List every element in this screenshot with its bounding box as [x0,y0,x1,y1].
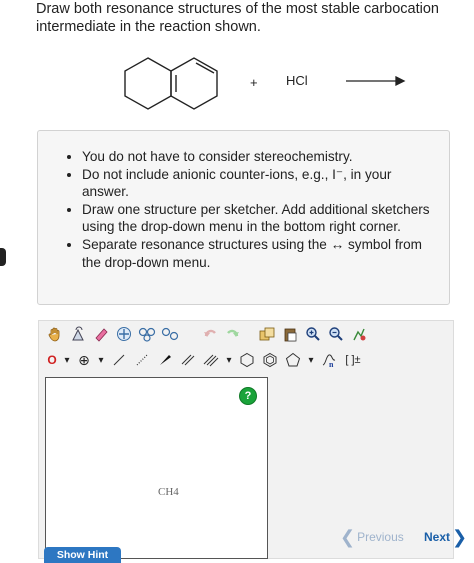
chevron-left-icon: ❮ [340,527,356,547]
undo-icon[interactable] [200,324,220,344]
copy-icon[interactable] [257,324,277,344]
toolbar-row-2 [45,349,364,371]
triple-bond-icon[interactable] [201,350,221,370]
chain-tool-icon[interactable] [319,350,339,370]
wedge-bond-icon[interactable] [155,350,175,370]
previous-button[interactable] [340,527,404,547]
hashed-bond-icon[interactable] [132,350,152,370]
placeholder-molecule: CH4 [158,486,179,498]
charge-dropdown-chevron-down-icon[interactable]: ▾ [98,354,104,366]
left-edge-marker [0,248,6,266]
single-bond-icon[interactable] [109,350,129,370]
cyclohexane-ring-icon[interactable] [237,350,257,370]
double-bond-icon[interactable] [178,350,198,370]
flip-icon[interactable] [160,324,180,344]
eraser-icon[interactable] [91,324,111,344]
charge-plus-button[interactable]: ⊕ [78,351,90,368]
instruction-item: • Do not include anionic counter-ions, e.g., I⁻, in your answer. [82,166,433,201]
instruction-item: • You do not have to consider stereochemistry. [82,148,433,166]
molecule-sketcher [38,320,454,559]
help-button[interactable]: ? [239,387,257,405]
zoom-in-icon[interactable] [303,324,323,344]
next-button[interactable] [424,527,468,547]
rotate-group-icon[interactable] [137,324,157,344]
toolbar-spacer [246,324,254,344]
atom-dropdown-chevron-down-icon[interactable]: ▾ [64,354,70,366]
instruction-item: • Draw one structure per sketcher. Add additional sketchers using the drop-down menu in the bottom right corner. [82,201,433,236]
move-icon[interactable] [114,324,134,344]
lasso-select-icon[interactable] [68,324,88,344]
cyclopentane-ring-icon[interactable] [283,350,303,370]
chevron-right-icon: ❯ [452,527,468,547]
question-text: Draw both resonance structures of the most stable carbocation intermediate in the reaction shown. [36,1,439,35]
toolbar-row-1 [45,323,369,345]
instruction-item: • Separate resonance structures using the ↔ symbol from the drop-down menu. [82,236,433,271]
plus-sign: + [250,75,258,90]
octahydronaphthalene-structure [125,58,217,109]
reaction-scheme [0,0,474,130]
svg-text:n: n [329,360,334,368]
next-label: Next [424,530,451,544]
redo-icon[interactable] [223,324,243,344]
toolbar-spacer [183,324,197,344]
previous-label: Previous [357,530,404,544]
paste-icon[interactable] [280,324,300,344]
bond-dropdown-chevron-down-icon[interactable]: ▾ [226,354,232,366]
hand-tool-icon[interactable] [45,324,65,344]
show-hint-button[interactable]: Show Hint [44,547,121,563]
atom-o-button[interactable]: O [47,353,57,367]
bracket-charge-button[interactable]: [ ]± [345,354,361,366]
reagent-hcl: HCl [286,73,308,88]
drawing-canvas[interactable] [45,377,268,559]
clean-structure-icon[interactable] [349,324,369,344]
zoom-out-icon[interactable] [326,324,346,344]
benzene-ring-icon[interactable] [260,350,280,370]
instructions-box [37,130,450,305]
ring-dropdown-chevron-down-icon[interactable]: ▾ [308,354,314,366]
reaction-arrow [346,77,404,85]
